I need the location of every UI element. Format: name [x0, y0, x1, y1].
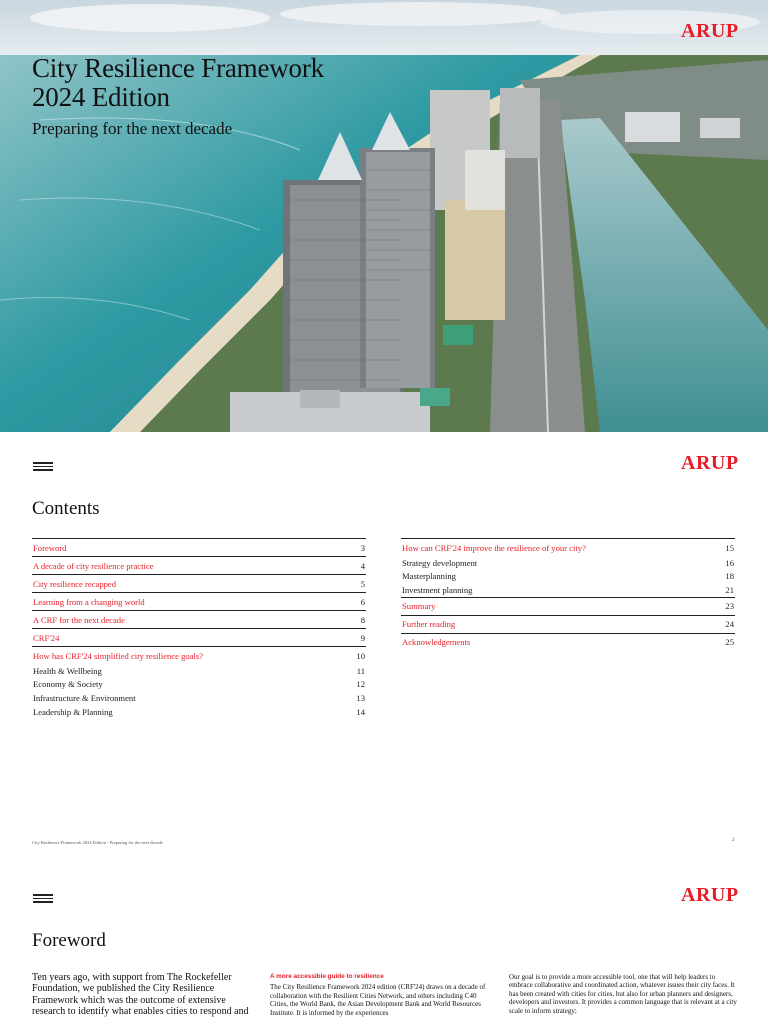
toc-entry-page: 12 — [356, 679, 365, 690]
toc-entry[interactable] — [401, 538, 735, 556]
toc-entry-label[interactable]: Infrastructure & Environment — [33, 692, 136, 703]
toc-entry-page: 18 — [725, 571, 734, 582]
contents-page — [0, 432, 768, 864]
toc-entry-label[interactable]: Leadership & Planning — [33, 706, 113, 717]
contents-heading: Contents — [32, 498, 100, 519]
toc-entry-page: 3 — [360, 542, 365, 553]
foreword-heading: Foreword — [32, 930, 106, 951]
toc-entry[interactable] — [32, 646, 366, 664]
arup-logo: ARUP — [681, 452, 739, 474]
toc-entry[interactable] — [32, 678, 366, 692]
foreword-intro-text: Ten years ago, with support from The Rockefeller Foundation, we published the City Resilience Framework which was the outcome of extensive research to identify what enables cities to respond and — [32, 972, 249, 1018]
arup-logo: ARUP — [681, 884, 739, 906]
toc-left-column — [32, 538, 366, 718]
toc-entry-page: 9 — [360, 632, 365, 643]
foreword-subheading: A more accessible guide to resilience — [270, 973, 384, 980]
toc-entry-page: 25 — [725, 637, 734, 648]
foreword-column-3-text: Our goal is to provide a more accessible tool, one that will help leaders to embrace collaborative and coordinated action, whatever issues their city faces. It has been created with cities for cities, but also for urban planners and designers, developers and investors. It provides a common language that is relevant at a city scale to inform strategy; — [509, 973, 737, 1015]
toc-entry[interactable] — [401, 556, 735, 570]
toc-entry[interactable] — [32, 556, 366, 574]
foreword-column-2 — [270, 973, 496, 1017]
toc-entry-page: 8 — [360, 614, 365, 625]
toc-entry-page: 21 — [725, 584, 734, 595]
toc-entry-label[interactable]: CRF'24 — [33, 632, 60, 643]
toc-entry-label[interactable]: Foreword — [33, 542, 67, 553]
cover-title-line2: 2024 Edition — [32, 82, 170, 112]
foreword-page — [0, 864, 768, 1024]
toc-entry-page: 5 — [360, 578, 365, 589]
toc-entry[interactable] — [32, 592, 366, 610]
toc-entry-label[interactable]: Summary — [402, 601, 436, 612]
toc-entry-page: 10 — [356, 650, 365, 661]
toc-entry-label[interactable]: How can CRF'24 improve the resilience of your city? — [402, 542, 586, 553]
cover-title — [32, 54, 324, 112]
toc-entry-label[interactable]: How has CRF'24 simplified city resilience goals? — [33, 650, 204, 661]
toc-entry-label[interactable]: Economy & Society — [33, 679, 103, 690]
cover-title-line1: City Resilience Framework — [32, 53, 324, 83]
toc-entry[interactable] — [32, 574, 366, 592]
toc-entry[interactable] — [32, 538, 366, 556]
toc-entry-label[interactable]: City resilience recapped — [33, 578, 117, 589]
toc-right-column — [401, 538, 735, 651]
toc-entry-label[interactable]: A decade of city resilience practice — [33, 560, 154, 571]
toc-entry-page: 23 — [725, 601, 734, 612]
toc-entry-page: 16 — [725, 557, 734, 568]
toc-entry-page: 4 — [360, 560, 365, 571]
toc-entry-page: 13 — [356, 692, 365, 703]
toc-entry-page: 11 — [356, 665, 365, 676]
toc-entry-page: 14 — [356, 706, 365, 717]
toc-entry-label[interactable]: Further reading — [402, 619, 456, 630]
toc-entry-page: 15 — [725, 542, 734, 553]
toc-entry-label[interactable]: Masterplanning — [402, 571, 456, 582]
toc-entry-label[interactable]: Strategy development — [402, 557, 478, 568]
foreword-column-2-text: The City Resilience Framework 2024 edition (CRF'24) draws on a decade of collaboration with the Resilient Cities Network, and others including C40 Cities, the World Bank, the Asian Development Bank and World Resources Institute. It is informed by the experiences — [270, 983, 486, 1017]
toc-entry[interactable] — [401, 570, 735, 584]
toc-entry[interactable] — [401, 615, 735, 633]
toc-entry-label[interactable]: Learning from a changing world — [33, 596, 145, 607]
cover-page — [0, 0, 768, 432]
toc-entry[interactable] — [32, 705, 366, 719]
toc-entry[interactable] — [401, 597, 735, 615]
page-number: 2 — [732, 838, 735, 843]
toc-entry[interactable] — [401, 583, 735, 597]
menu-icon[interactable] — [33, 894, 53, 903]
page-footer: City Resilience Framework 2024 Edition - Preparing for the next decade — [32, 840, 163, 845]
toc-entry-label[interactable]: Acknowledgements — [402, 637, 471, 648]
menu-icon[interactable] — [33, 462, 53, 471]
toc-entry[interactable] — [32, 628, 366, 646]
toc-entry[interactable] — [32, 664, 366, 678]
toc-entry-page: 24 — [725, 619, 734, 630]
cover-subtitle: Preparing for the next decade — [32, 119, 233, 138]
toc-entry-page: 6 — [360, 596, 365, 607]
toc-entry-label[interactable]: Investment planning — [402, 584, 473, 595]
toc-entry[interactable] — [401, 633, 735, 651]
toc-entry-label[interactable]: Health & Wellbeing — [33, 665, 102, 676]
toc-entry[interactable] — [32, 610, 366, 628]
toc-entry[interactable] — [32, 691, 366, 705]
arup-logo: ARUP — [681, 20, 739, 42]
toc-entry-label[interactable]: A CRF for the next decade — [33, 614, 125, 625]
